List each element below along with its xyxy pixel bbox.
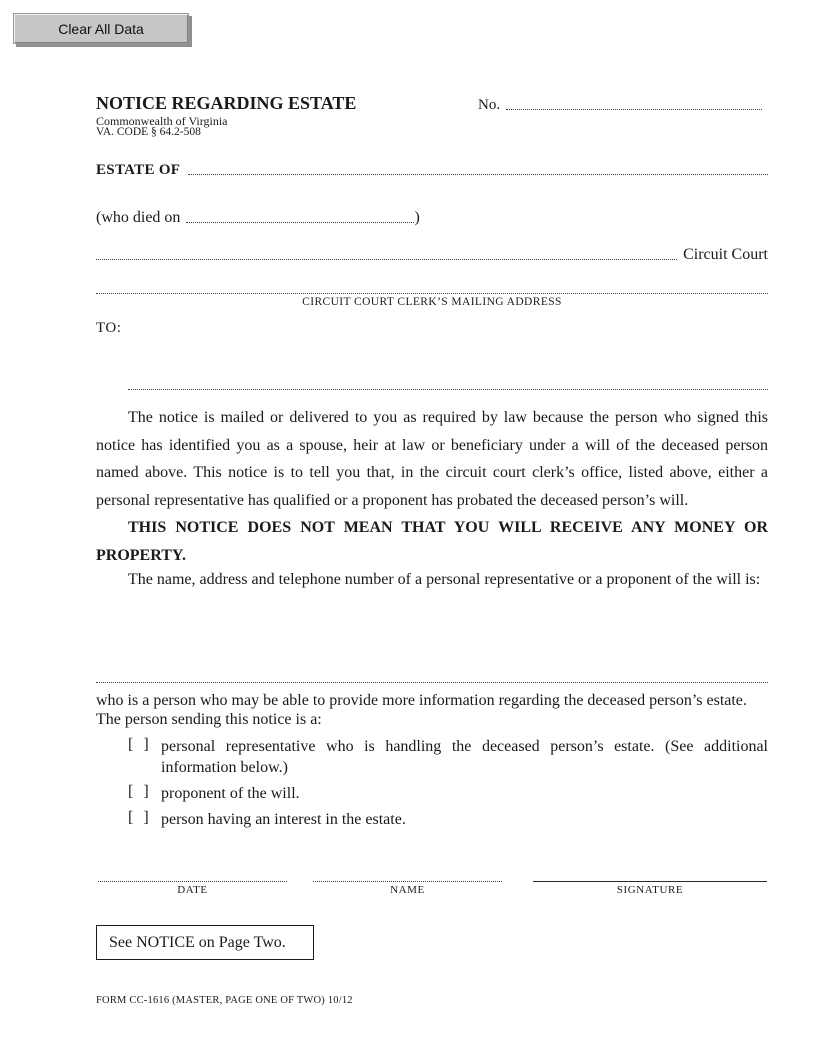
signature-block <box>533 868 767 896</box>
who-is-paragraph <box>96 692 776 729</box>
form-title: NOTICE REGARDING ESTATE <box>96 93 357 113</box>
name-label: NAME <box>390 884 425 896</box>
estate-of-field[interactable] <box>188 174 768 175</box>
clear-all-data-button[interactable]: Clear All Data <box>13 13 189 44</box>
date-field[interactable] <box>98 868 287 882</box>
bold-notice-paragraph: THIS NOTICE DOES NOT MEAN THAT YOU WILL RECEIVE ANY MONEY OR PROPERTY. <box>96 519 768 564</box>
form-jurisdiction: Commonwealth of Virginia <box>96 114 228 128</box>
circuit-court-row <box>96 246 768 264</box>
checkbox-row-personal-representative <box>128 736 768 778</box>
date-label: DATE <box>177 884 208 896</box>
clerk-address-field[interactable] <box>96 280 768 294</box>
to-recipient-field[interactable] <box>128 376 768 390</box>
date-signature-block <box>98 868 287 896</box>
see-notice-text: See NOTICE on Page Two. <box>109 933 286 951</box>
case-number-label: No. <box>478 97 501 113</box>
checkbox-proponent[interactable]: [ ] <box>128 783 152 800</box>
checkbox-personal-representative-label: personal representative who is handling the deceased person’s estate. (See additional information below.) <box>161 738 768 776</box>
estate-of-label: ESTATE OF <box>96 162 181 178</box>
court-name-field[interactable] <box>96 259 677 260</box>
form-code-reference: VA. CODE § 64.2-508 <box>96 126 201 138</box>
checkbox-personal-representative[interactable]: [ ] <box>128 736 152 753</box>
death-date-field[interactable] <box>186 222 414 223</box>
checkbox-proponent-label: proponent of the will. <box>161 785 300 802</box>
death-date-prefix: (who died on <box>96 209 181 226</box>
clerk-address-caption: CIRCUIT COURT CLERK’S MAILING ADDRESS <box>302 296 562 308</box>
checkbox-row-proponent <box>128 783 768 804</box>
checkbox-interested-person[interactable]: [ ] <box>128 809 152 826</box>
checkbox-interested-person-label: person having an interest in the estate. <box>161 811 406 828</box>
name-field[interactable] <box>313 868 502 882</box>
who-is-line2: The person sending this notice is a: <box>96 710 322 728</box>
signature-field[interactable] <box>533 868 767 882</box>
checkbox-row-interested-person <box>128 809 768 830</box>
case-number-row <box>478 97 762 114</box>
notice-paragraph: The notice is mailed or delivered to you as required by law because the person who signed this notice has identified you as a spouse, heir at law or beneficiary under a will of the deceased person named above. This notice is to tell you that, in the circuit court clerk’s office, listed above, either a personal representative has qualified or a proponent has probated the deceased person’s will. <box>96 409 768 509</box>
death-date-suffix: ) <box>414 209 420 226</box>
name-signature-block <box>313 868 502 896</box>
death-date-row <box>96 209 768 227</box>
representative-info-intro: The name, address and telephone number of a personal representative or a proponent of the will is: <box>128 571 761 588</box>
circuit-court-label: Circuit Court <box>683 246 768 263</box>
see-notice-box <box>96 925 314 960</box>
to-label: TO: <box>96 320 122 336</box>
form-id-footer: FORM CC-1616 (MASTER, PAGE ONE OF TWO) 10/12 <box>96 995 353 1006</box>
signature-label: SIGNATURE <box>616 884 684 896</box>
case-number-field[interactable] <box>506 109 762 110</box>
estate-of-row <box>96 162 768 179</box>
representative-info-field[interactable] <box>96 669 768 683</box>
who-is-line1: who is a person who may be able to provide more information regarding the deceased person’s estate. <box>96 692 747 709</box>
